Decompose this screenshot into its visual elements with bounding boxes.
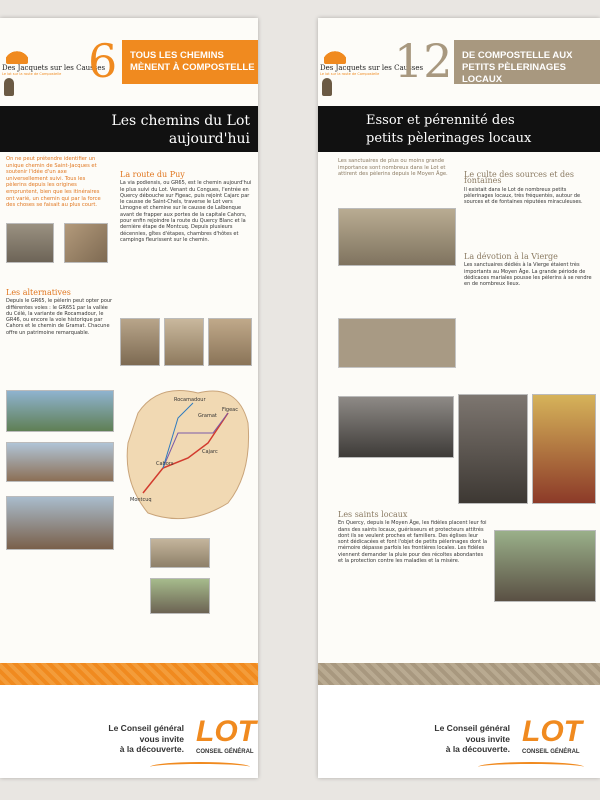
photo-stele — [6, 223, 54, 263]
panel-tagline: DE COMPOSTELLE AUX PETITS PÈLERINAGES LOCAUX — [454, 40, 600, 84]
logo-subtitle: Le lot sur la route de Compostelle — [2, 72, 62, 76]
invite-line: Le Conseil général — [108, 723, 184, 733]
title-band — [0, 106, 258, 152]
poster-header — [318, 18, 600, 104]
map-label: Montcuq — [130, 497, 152, 503]
map-label: Rocamadour — [174, 397, 206, 403]
footer-invite — [426, 723, 510, 755]
section-text-sources: Il existait dans le Lot de nombreux petits pèlerinages locaux, très fréquentés, autour de sources et de fontaines réputées miraculeuses. — [464, 186, 583, 206]
invite-line: à la découverte. — [119, 744, 184, 754]
decorative-band — [318, 663, 600, 685]
swoosh-icon — [150, 762, 250, 772]
route-map — [118, 373, 254, 533]
sources-section — [464, 168, 596, 205]
panel-number: 6 — [88, 34, 118, 88]
section-text-puy: La via podiensis, ou GR65, est le chemin aujourd'hui le plus suivi du Lot. Venant du Congues, l'entrée en Quercy débouche sur Figeac, puis rejoint Cajarc par le causse de Saint-Chels, traverse le Lot vers Limogne et chemine sur le causse de Lalbenque avant de frapper aux portes de la capitale Cahors, pour enfin rejoindre la route du Quercy Blanc et la dernière étape de Montcuq. Depuis plusieurs décennies, gîtes d'étapes, chambres d'hôtes et campings fleurissent sur le chemin. — [120, 180, 252, 243]
lot-logo: LOT — [196, 715, 256, 748]
lot-logo-sub: CONSEIL GÉNÉRAL — [522, 749, 580, 755]
pilgrim-icon — [322, 78, 332, 96]
photo-cloister — [120, 318, 160, 366]
invite-line: Le Conseil général — [434, 723, 510, 733]
vierge-section — [464, 250, 596, 287]
map-label: Gramat — [198, 413, 217, 419]
logo — [320, 46, 424, 96]
photo-vault — [164, 318, 204, 366]
photo-madonna — [532, 394, 596, 504]
photo-village — [6, 442, 114, 482]
footer — [0, 685, 258, 778]
section-text-vierge: Les sanctuaires dédiés à la Vierge étaient très importants au Moyen Âge. La grande période de dédicaces mariales pousse les pèlerins à se rendre en de nombreux lieux. — [464, 262, 592, 288]
panel-number: 12 — [394, 34, 453, 88]
title-line-1: Essor et pérennité des — [366, 113, 515, 128]
invite-line: à la découverte. — [445, 744, 510, 754]
map-label: Cahors — [156, 461, 174, 467]
section-title-puy: La route du Puy — [120, 170, 185, 179]
footer — [318, 685, 600, 778]
poster-left — [0, 18, 258, 778]
intro-text: Les sanctuaires de plus ou moins grande importance sont nombreux dans le Lot et attirent des pèlerins depuis le Moyen Âge. — [338, 158, 448, 178]
poster-right — [318, 18, 600, 778]
title-line-2: aujourd'hui — [168, 131, 250, 147]
title-line-2: petits pèlerinages locaux — [366, 131, 532, 146]
section-title-sources: Le culte des sources et des fontaines — [464, 170, 574, 186]
logo-subtitle: Le lot sur la route de Compostelle — [320, 72, 380, 76]
section-title-saints: Les saints locaux — [338, 510, 408, 519]
photo-signpost — [64, 223, 108, 263]
intro-text: On ne peut prétendre identifier un unique chemin de Saint-Jacques et soutenir l'idée d'un axe universellement suivi. Tous les pèlerins depuis les origines empruntent, bien que les itinéraires ont varié, un chemin qui par la force des choses se faisait au plus court. — [6, 156, 101, 209]
photo-dolmen — [150, 578, 210, 614]
section-title-alternatives: Les alternatives — [6, 288, 71, 297]
saints-section — [338, 508, 488, 564]
intro-column — [338, 158, 454, 178]
panel-tagline: TOUS LES CHEMINS MÈNENT À COMPOSTELLE — [122, 40, 258, 84]
invite-line: vous invite — [139, 733, 184, 744]
lot-logo-sub: CONSEIL GÉNÉRAL — [196, 749, 254, 755]
photo-arches — [208, 318, 252, 366]
photo-church-bw — [458, 394, 528, 504]
quote-box — [338, 318, 456, 368]
footer-invite — [100, 723, 184, 755]
logo — [2, 46, 106, 96]
photo-pilgrims — [494, 530, 596, 602]
photo-procession-bw — [338, 396, 454, 458]
logo-title: Des Jacquets sur les Causses — [320, 64, 424, 72]
alt-section — [6, 286, 114, 336]
decorative-band — [0, 663, 258, 685]
logo-title: Des Jacquets sur les Causses — [2, 64, 106, 72]
photo-path — [150, 538, 210, 568]
photo-cathedral — [6, 496, 114, 550]
shell-icon — [6, 46, 28, 64]
poster-header — [0, 18, 258, 104]
title-line-1: Les chemins du Lot — [111, 113, 250, 129]
pilgrim-icon — [4, 78, 14, 96]
photo-bridge — [6, 390, 114, 432]
section-text-alternatives: Depuis le GR65, le pèlerin peut opter pour différentes voies : le GR651 par la vallée du Célé, la variante de Rocamadour, le GR46, ou encore la voie historique par Cahors et le chemin de Gramat. Chacune offre un patrimoine remarquable. — [6, 298, 113, 336]
map-label: Figeac — [222, 407, 238, 413]
section-title-vierge: La dévotion à la Vierge — [464, 252, 558, 261]
intro-column — [6, 156, 106, 209]
title-band — [318, 106, 600, 152]
map-label: Cajarc — [202, 449, 218, 455]
puy-section — [120, 168, 252, 243]
swoosh-icon — [478, 762, 584, 772]
invite-line: vous invite — [465, 733, 510, 744]
section-text-saints: En Quercy, depuis le Moyen Âge, les fidèles placent leur foi dans des saints locaux, guérisseurs et protecteurs attitrés dont ils se veulent proches et familiers. Des églises leur sont dédicacées et font l'objet de petits pèlerinages dont la mémoire dépasse parfois les frontières locales. Les fidèles viennent demander la pluie pour des récoltes abondantes et la protection contre les maladies et la misère. — [338, 520, 488, 565]
shell-icon — [324, 46, 346, 64]
lot-logo: LOT — [522, 715, 582, 748]
photo-fountain — [338, 208, 456, 266]
